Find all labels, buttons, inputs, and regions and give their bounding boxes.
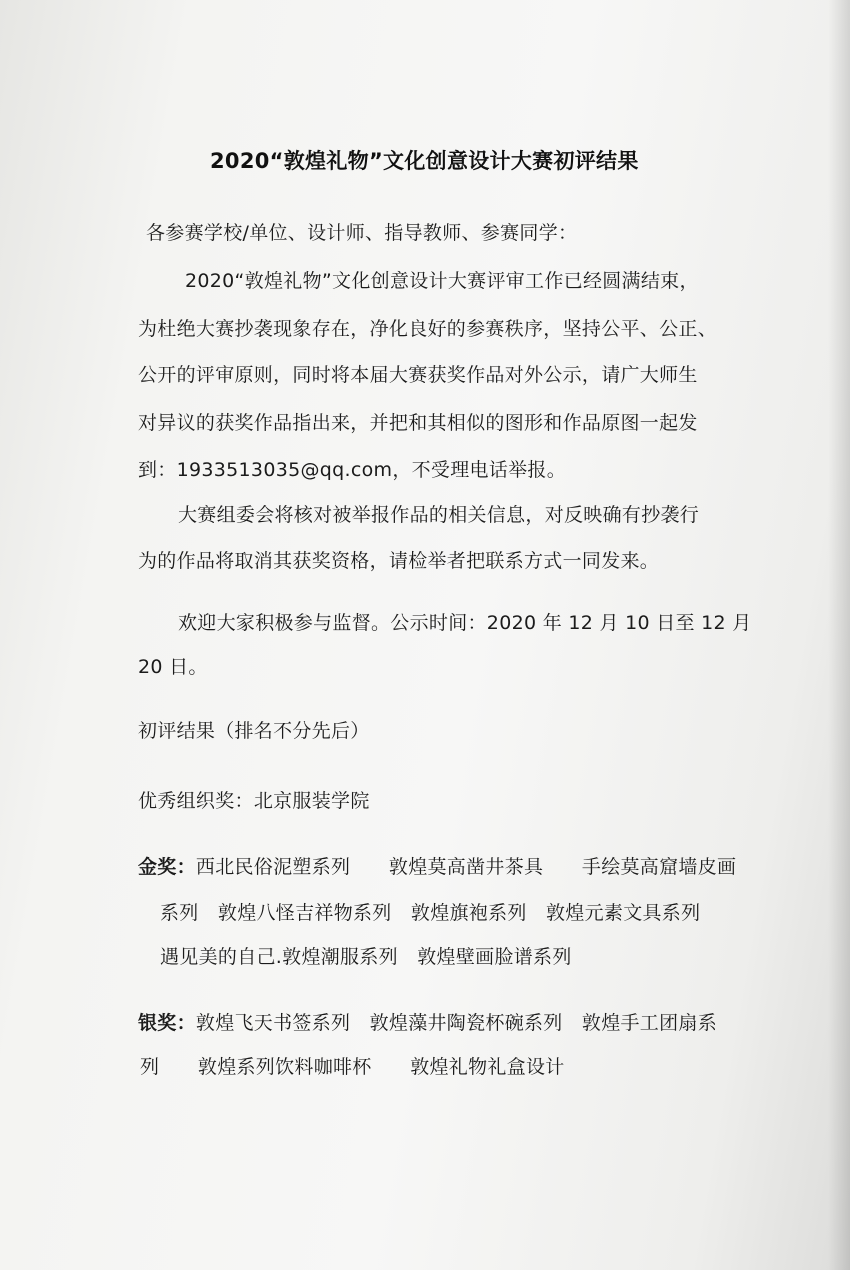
gold-award-line-2: 系列 敦煌八怪吉祥物系列 敦煌旗袍系列 敦煌元素文具系列: [160, 902, 701, 924]
gold-award-line-1: [138, 852, 736, 879]
paragraph-3-line-1: 欢迎大家积极参与监督。公示时间：2020 年 12 月 10 日至 12 月: [178, 612, 752, 634]
paragraph-1-line-5: 到：1933513035@qq.com，不受理电话举报。: [138, 459, 567, 481]
paragraph-1-line-3: 公开的评审原则，同时将本届大赛获奖作品对外公示，请广大师生: [138, 364, 698, 386]
gold-award-label: 金奖：: [138, 856, 196, 878]
document-title: 2020“敦煌礼物”文化创意设计大赛初评结果: [210, 149, 639, 173]
gold-award-line-3: 遇见美的自己.敦煌潮服系列 敦煌壁画脸谱系列: [160, 946, 572, 968]
paragraph-3-line-2: 20 日。: [138, 656, 208, 678]
paragraph-2-line-1: 大赛组委会将核对被举报作品的相关信息，对反映确有抄袭行: [178, 504, 700, 526]
silver-award-items-1: 敦煌飞天书签系列 敦煌藻井陶瓷杯碗系列 敦煌手工团扇系: [195, 1012, 718, 1034]
silver-award-line-2: 列 敦煌系列饮料咖啡杯 敦煌礼物礼盒设计: [140, 1056, 565, 1078]
results-heading: 初评结果（排名不分先后）: [138, 720, 370, 742]
salutation: 各参赛学校/单位、设计师、指导教师、参赛同学：: [146, 222, 578, 244]
paragraph-2-line-2: 为的作品将取消其获奖资格，请检举者把联系方式一同发来。: [138, 550, 660, 572]
page-edge-shadow: [828, 0, 850, 1270]
paragraph-1-line-4: 对异议的获奖作品指出来，并把和其相似的图形和作品原图一起发: [138, 412, 698, 434]
silver-award-line-1: [138, 1008, 717, 1035]
organization-award-label: 优秀组织奖：: [138, 790, 254, 812]
gold-award-items-1: 西北民俗泥塑系列 敦煌莫高凿井茶具 手绘莫高窟墙皮画: [195, 856, 737, 878]
organization-award-value: 北京服装学院: [253, 790, 370, 812]
paragraph-1-line-2: 为杜绝大赛抄袭现象存在，净化良好的参赛秩序，坚持公平、公正、: [138, 318, 718, 340]
paragraph-1-line-1: 2020“敦煌礼物”文化创意设计大赛评审工作已经圆满结束，: [185, 270, 699, 292]
organization-award: [138, 786, 370, 813]
silver-award-label: 银奖：: [138, 1012, 196, 1034]
